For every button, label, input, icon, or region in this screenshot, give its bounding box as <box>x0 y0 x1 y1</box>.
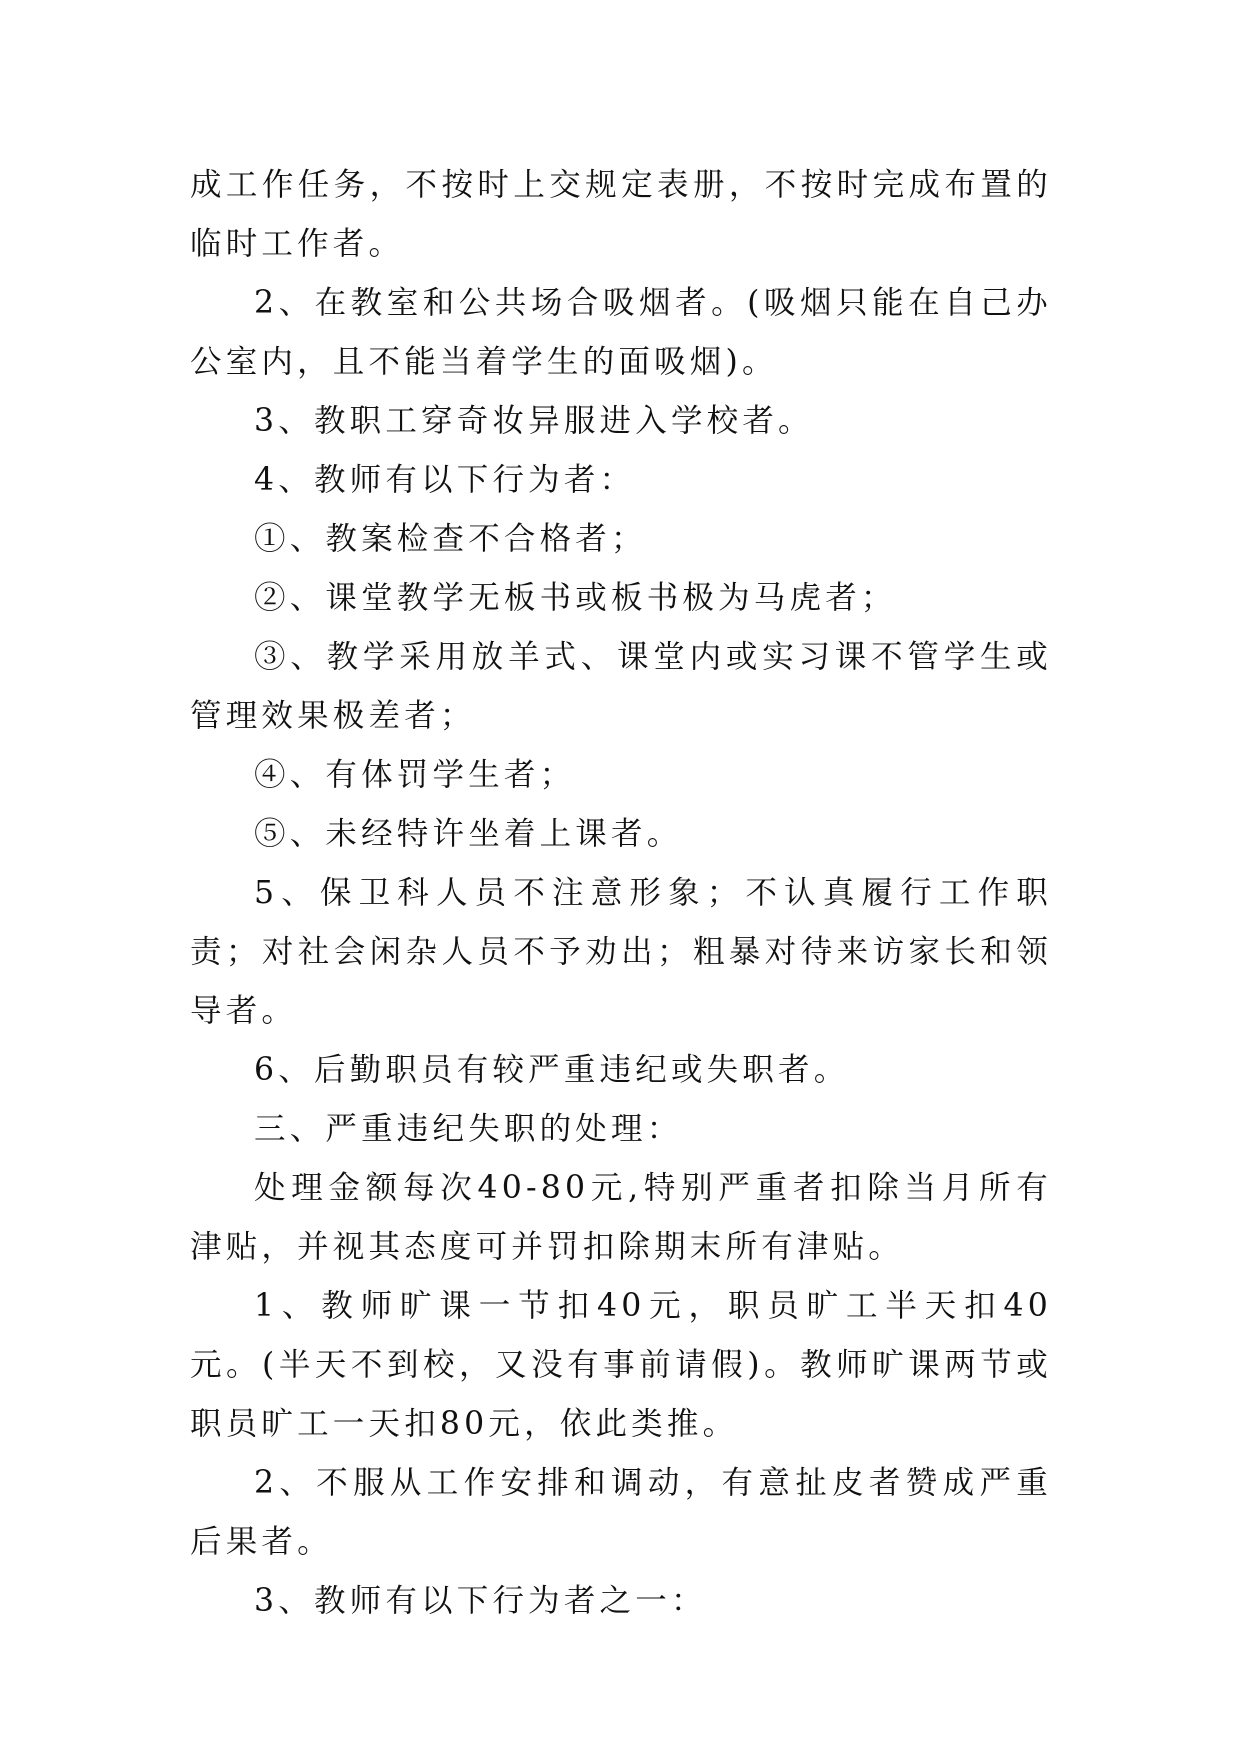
document-body <box>190 156 1052 1631</box>
paragraph-subitem-4: ④、有体罚学生者； <box>254 757 576 793</box>
paragraph-subitem-5: ⑤、未经特许坐着上课者。 <box>254 816 683 852</box>
paragraph-subitem-2: ②、课堂教学无板书或板书极为马虎者； <box>254 580 897 616</box>
paragraph-item-5-security: 5、保卫科人员不注意形象；不认真履行工作职责；对社会闲杂人员不予劝出；粗暴对待来访家长和领导者。 <box>190 875 1052 1029</box>
paragraph-subitem-3: ③、教学采用放羊式、课堂内或实习课不管学生或管理效果极差者； <box>190 639 1052 734</box>
paragraph-penalty-item-3: 3、教师有以下行为者之一： <box>254 1583 707 1619</box>
paragraph-penalty-item-2: 2、不服从工作安排和调动，有意扯皮者赞成严重后果者。 <box>190 1465 1052 1560</box>
paragraph-item-6-logistics: 6、后勤职员有较严重违纪或失职者。 <box>254 1052 850 1088</box>
paragraph-item-2-smoking: 2、在教室和公共场合吸烟者。(吸烟只能在自己办公室内，且不能当着学生的面吸烟)。 <box>190 285 1052 380</box>
paragraph-subitem-1: ①、教案检查不合格者； <box>254 521 647 557</box>
paragraph-item-3-attire: 3、教职工穿奇妆异服进入学校者。 <box>254 403 814 439</box>
paragraph-penalty-amount: 处理金额每次40-80元,特别严重者扣除当月所有津贴，并视其态度可并罚扣除期末所有津贴。 <box>190 1170 1052 1265</box>
paragraph-continuation: 成工作任务，不按时上交规定表册，不按时完成布置的临时工作者。 <box>190 167 1052 262</box>
paragraph-penalty-item-1: 1、教师旷课一节扣40元，职员旷工半天扣40元。(半天不到校，又没有事前请假)。教师旷课两节或职员旷工一天扣80元，依此类推。 <box>190 1288 1052 1442</box>
paragraph-item-4-teacher-behaviors: 4、教师有以下行为者： <box>254 462 636 498</box>
section-heading-serious-violations: 三、严重违纪失职的处理： <box>254 1111 683 1147</box>
